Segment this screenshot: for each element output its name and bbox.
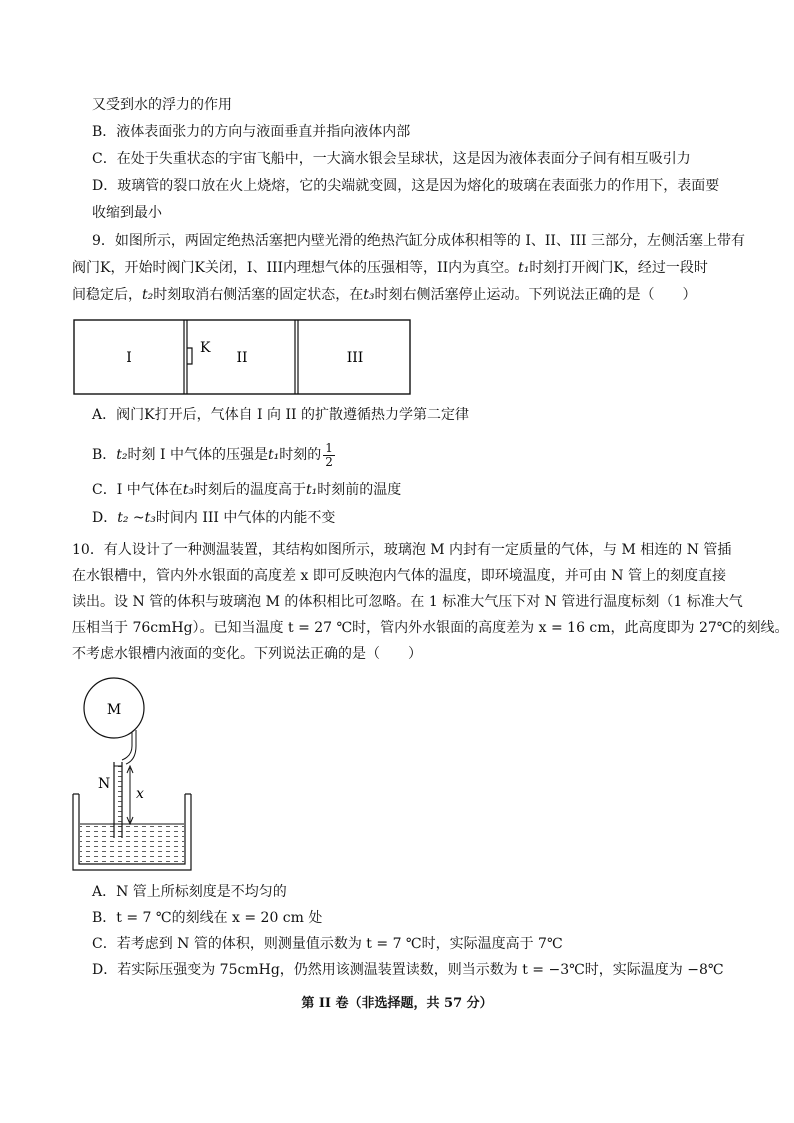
mercury-trough-liquid xyxy=(80,824,184,864)
q9-option-c-pre: C．I 中气体在 xyxy=(92,482,183,498)
tube-label-n: N xyxy=(98,776,111,792)
q8-option-d: D．玻璃管的裂口放在火上烧熔，它的尖端就变圆，这是因为熔化的玻璃在表面张力的作用下，表面要 xyxy=(92,178,720,194)
q10-option-c: C．若考虑到 N 管的体积，则测量值示数为 t = 7 ℃时，实际温度高于 7℃ xyxy=(92,936,563,952)
q8-option-c: C．在处于失重状态的宇宙飞船中，一大滴水银会呈球状，这是因为液体表面分子间有相互吸引力 xyxy=(92,151,691,167)
valve-label-k: K xyxy=(200,340,211,356)
fraction-numerator: 1 xyxy=(325,440,333,455)
q10-stem-line-1: 10．有人设计了一种测温装置，其结构如图所示，玻璃泡 M 内封有一定质量的气体，与 M 相连的 N 管插 xyxy=(72,542,732,558)
t2-t3-range: t₂ ~t₃ xyxy=(117,510,156,526)
region-label-1: I xyxy=(126,350,132,366)
region-label-3: III xyxy=(346,350,364,366)
q10-stem-line-3: 读出。设 N 管的体积与玻璃泡 M 的体积相比可忽略。在 1 标准大气压下对 N 管进行温度标刻（1 标准大气 xyxy=(72,594,743,610)
q9-stem-line-3a: 间稳定后， xyxy=(72,287,142,303)
q8-option-b: B．液体表面张力的方向与液面垂直并指向液体内部 xyxy=(92,124,411,140)
q9-option-b xyxy=(92,440,335,470)
q10-stem-line-4: 压相当于 76cmHg）。已知当温度 t = 27 ℃时，管内外水银面的高度差为 x = 16 cm，此高度即为 27℃的刻线。 xyxy=(72,620,789,636)
q10-option-b: B．t = 7 ℃的刻线在 x = 20 cm 处 xyxy=(92,910,323,926)
q9-stem-line-3 xyxy=(72,285,697,305)
q8-option-d-continued: 收缩到最小 xyxy=(92,205,162,221)
t2-symbol: t₂ xyxy=(116,447,128,463)
q9-option-b-post: 时刻的 xyxy=(279,447,322,463)
q10-stem-line-2: 在水银槽中，管内外水银面的高度差 x 即可反映泡内气体的温度，即环境温度，并可由 N 管上的刻度直接 xyxy=(72,568,726,584)
q9-stem-line-2 xyxy=(72,258,708,278)
q9-stem-line-2b: 时刻打开阀门K，经过一段时 xyxy=(529,260,708,276)
q10-thermometer-figure xyxy=(70,674,200,874)
q9-option-b-pre: B． xyxy=(92,447,117,463)
q9-option-b-mid: 时刻 I 中气体的压强是 xyxy=(127,447,268,463)
q9-cylinder-figure xyxy=(72,318,414,398)
t3-symbol: t₃ xyxy=(363,287,375,303)
q9-option-c-post: 时刻前的温度 xyxy=(317,482,402,498)
q8-option-a-continued: 又受到水的浮力的作用 xyxy=(92,97,232,113)
mercury-column xyxy=(115,766,122,838)
q9-option-a: A．阀门K打开后，气体自 I 向 II 的扩散遵循热力学第二定律 xyxy=(92,407,469,423)
q9-stem-line-2a: 阀门K，开始时阀门K关闭，I、III内理想气体的压强相等，II内为真空。 xyxy=(72,260,519,276)
q9-stem-line-3c: 时刻右侧活塞停止运动。下列说法正确的是（ ） xyxy=(374,287,697,303)
q9-stem-line-1: 9．如图所示，两固定绝热活塞把内壁光滑的绝热汽缸分成体积相等的 I、II、III 三部分，左侧活塞上带有 xyxy=(92,233,745,249)
q9-stem-line-3b: 时刻取消右侧活塞的固定状态，在 xyxy=(153,287,364,303)
bulb-label-m: M xyxy=(106,702,122,718)
q10-option-a: A．N 管上所标刻度是不均匀的 xyxy=(92,884,287,900)
t1-symbol: t₁ xyxy=(267,447,280,463)
t2-symbol: t₂ xyxy=(142,287,154,303)
fraction-denominator: 2 xyxy=(325,454,333,469)
q9-option-d xyxy=(92,508,335,528)
q9-option-c xyxy=(92,480,401,500)
q9-option-d-pre: D． xyxy=(92,510,118,526)
section-title: 第 II 卷（非选择题，共 57 分） xyxy=(301,996,493,1011)
height-label-x: x xyxy=(136,786,144,802)
q10-stem-line-5: 不考虑水银槽内液面的变化。下列说法正确的是（ ） xyxy=(72,646,422,662)
q9-option-d-post: 时间内 III 中气体的内能不变 xyxy=(155,510,336,526)
one-half-fraction xyxy=(323,442,335,469)
q10-option-d: D．若实际压强变为 75cmHg，仍然用该测温装置读数，则当示数为 t = −3℃时，实际温度为 −8℃ xyxy=(92,962,724,978)
t3-symbol: t₃ xyxy=(182,482,194,498)
region-label-2: II xyxy=(236,350,248,366)
t1-symbol: t₁ xyxy=(305,482,318,498)
q9-option-c-mid: 时刻后的温度高于 xyxy=(193,482,306,498)
t1-symbol: t₁ xyxy=(518,260,530,276)
